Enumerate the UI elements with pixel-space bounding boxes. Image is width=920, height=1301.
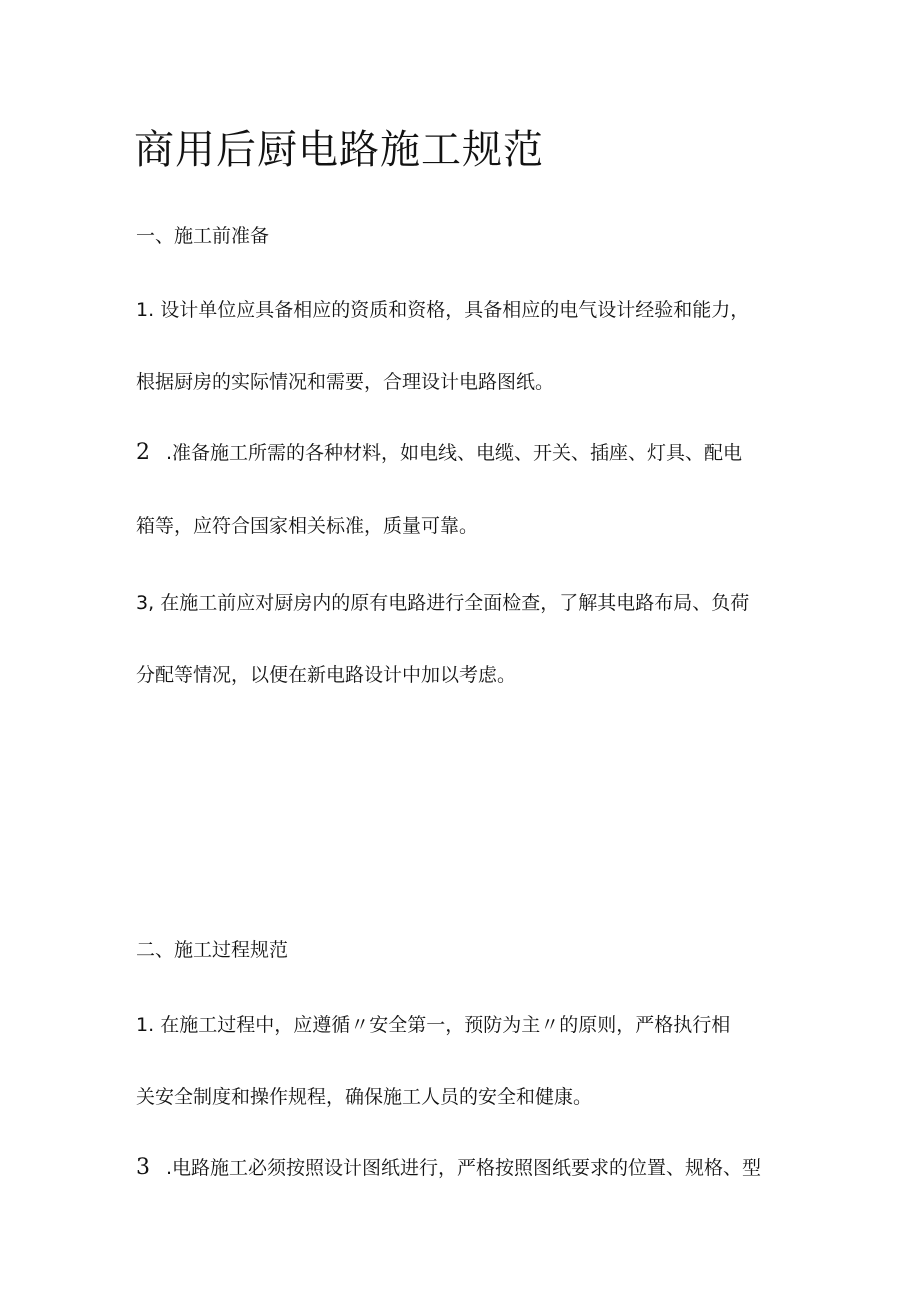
- item-number: 1.: [136, 1014, 155, 1036]
- paragraph-line: 分配等情况，以便在新电路设计中加以考虑。: [136, 664, 517, 686]
- item-number: 1.: [136, 299, 155, 321]
- paragraph-line: [136, 1154, 761, 1182]
- paragraph-text: 在施工过程中，应遵循〃安全第一，预防为主〃的原则，严格执行相: [160, 1014, 731, 1036]
- paragraph-text: .准备施工所需的各种材料，如电线、电缆、开关、插座、灯具、配电: [166, 442, 743, 464]
- paragraph-line: [136, 589, 749, 617]
- section-heading-1: 一、施工前准备: [136, 225, 270, 247]
- paragraph-line: 关安全制度和操作规程，确保施工人员的安全和健康。: [136, 1086, 593, 1108]
- paragraph-line: [136, 296, 749, 324]
- paragraph-line: 根据厨房的实际情况和需要，合理设计电路图纸。: [136, 371, 555, 393]
- document-title: 商用后厨电路施工规范: [134, 127, 544, 173]
- paragraph-text: .电路施工必须按照设计图纸进行，严格按照图纸要求的位置、规格、型: [166, 1157, 762, 1179]
- item-number: 3: [136, 1155, 150, 1180]
- paragraph-line: [136, 1011, 730, 1039]
- paragraph-line: [136, 439, 742, 467]
- paragraph-line: 箱等，应符合国家相关标准，质量可靠。: [136, 515, 479, 537]
- item-number: 2: [136, 440, 150, 465]
- paragraph-text: 在施工前应对厨房内的原有电路进行全面检查，了解其电路布局、负荷: [160, 592, 750, 614]
- item-number: 3,: [136, 592, 155, 614]
- paragraph-text: 设计单位应具备相应的资质和资格，具备相应的电气设计经验和能力，: [160, 299, 750, 321]
- section-heading-2: 二、施工过程规范: [136, 939, 289, 961]
